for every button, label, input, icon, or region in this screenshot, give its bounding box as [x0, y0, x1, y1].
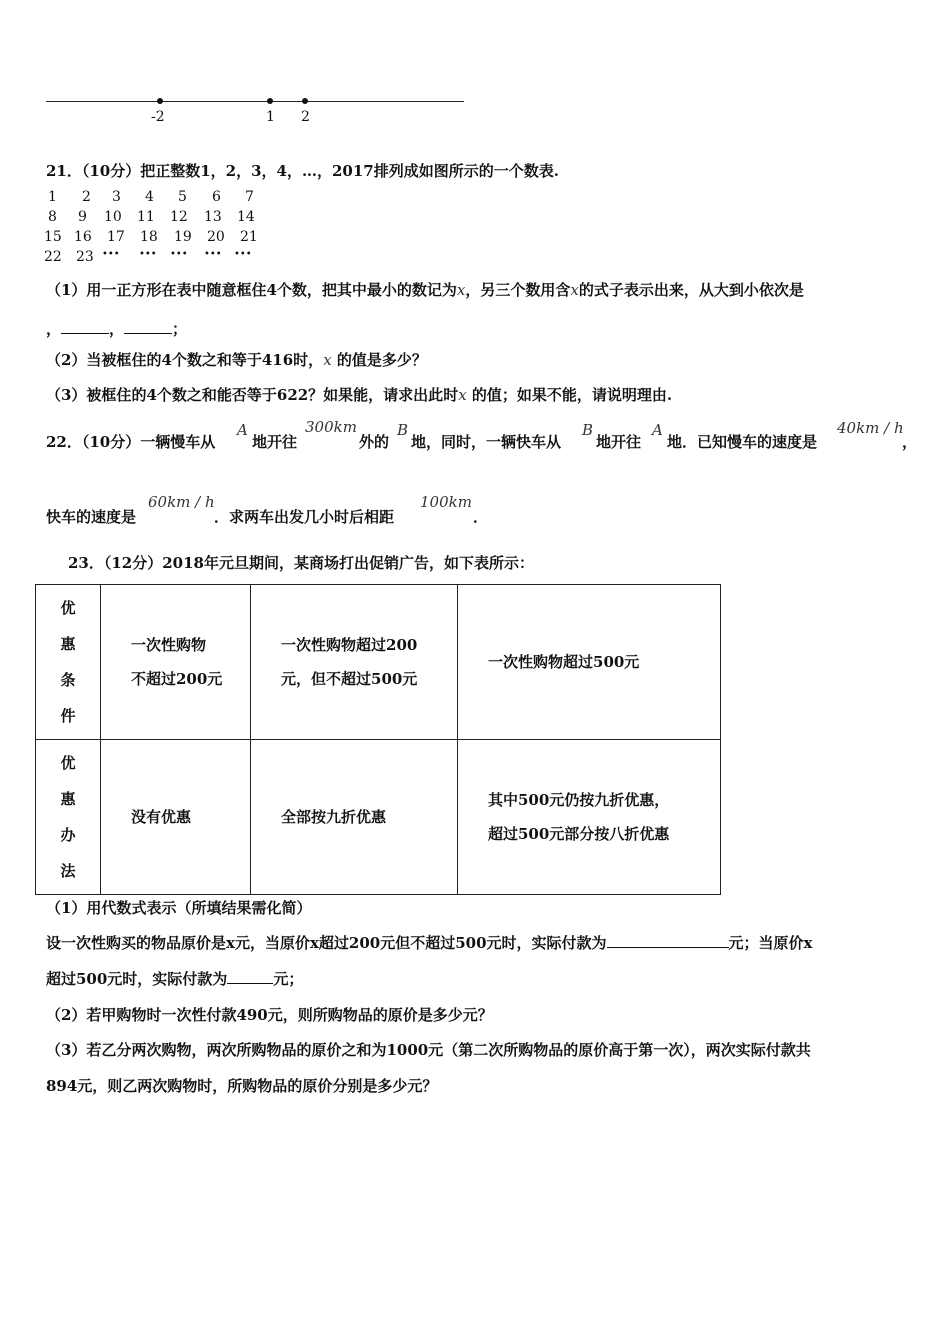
- number-cell: 23: [76, 249, 94, 265]
- label-char: 件: [60, 707, 76, 725]
- q22-text: 22．（10分）一辆慢车从: [46, 433, 216, 451]
- q21-part1-blanks: [46, 319, 187, 339]
- number-cell: 8: [48, 209, 57, 225]
- number-cell: 6: [212, 189, 221, 205]
- point-A: A: [652, 421, 663, 439]
- q21-part1-text: 的式子表示出来，从大到小依次是: [578, 281, 804, 299]
- cell-line: 不超过200元: [131, 670, 223, 688]
- variable-x: x: [570, 281, 579, 299]
- cell-line: 一次性购物超过500元: [488, 653, 640, 671]
- answer-blank[interactable]: [61, 319, 109, 334]
- q22-line1: [46, 432, 215, 452]
- row-label-methods: [36, 740, 101, 895]
- number-line-axis: [46, 101, 464, 102]
- number-cell: •••: [139, 249, 157, 260]
- table-row: [36, 740, 721, 895]
- q22-text: ，: [902, 433, 918, 451]
- q23-part1-line: [46, 933, 812, 953]
- speed-fast: 60km / h: [148, 493, 215, 511]
- number-cell: 2: [82, 189, 91, 205]
- number-cell: 4: [145, 189, 154, 205]
- label-char: 法: [60, 862, 76, 880]
- speed-slow: 40km / h: [837, 419, 904, 437]
- point-A: A: [237, 421, 248, 439]
- q21-stem: 21．（10分）把正整数1，2，3，4，…，2017排列成如图所示的一个数表.: [46, 162, 559, 180]
- number-cell: 18: [140, 229, 158, 245]
- q21-part2-text: （2）当被框住的4个数之和等于416时，: [46, 351, 324, 369]
- number-line-point: [302, 98, 308, 104]
- q21-part1-text: （1）用一正方形在表中随意框住4个数，把其中最小的数记为: [46, 281, 457, 299]
- table-cell: [251, 740, 458, 895]
- number-cell: 15: [44, 229, 62, 245]
- number-cell: •••: [204, 249, 222, 260]
- promotion-table: [35, 584, 721, 895]
- label-char: 条: [60, 671, 76, 689]
- q21-part3-text: （3）被框住的4个数之和能否等于622？如果能，请求出此时: [46, 386, 459, 404]
- q22-text: 地开往: [596, 433, 642, 451]
- number-line-label: 2: [301, 109, 310, 125]
- number-cell: •••: [102, 249, 120, 260]
- q21-blank-sep: ，: [46, 320, 62, 338]
- number-cell: 21: [240, 229, 258, 245]
- answer-blank[interactable]: [124, 319, 172, 334]
- q21-blank-sep: ，: [109, 320, 125, 338]
- number-cell: 9: [78, 209, 87, 225]
- number-table: [44, 189, 274, 269]
- table-cell: [251, 585, 458, 740]
- q23-part3-line2: 894元，则乙两次购物时，所购物品的原价分别是多少元？: [46, 1077, 438, 1095]
- number-line-point: [157, 98, 163, 104]
- label-char: 惠: [60, 635, 76, 653]
- number-cell: 11: [137, 209, 155, 225]
- label-char: 惠: [60, 790, 76, 808]
- cell-line: 超过500元部分按八折优惠: [488, 825, 670, 843]
- number-cell: 10: [104, 209, 122, 225]
- q22-text: ．: [473, 508, 489, 526]
- row-label-conditions: [36, 585, 101, 740]
- cell-line: 没有优惠: [131, 808, 192, 826]
- number-table-row: [44, 209, 274, 229]
- q23-text: 元；当原价x: [728, 934, 813, 952]
- number-cell: 1: [48, 189, 57, 205]
- distance-100km: 100km: [420, 493, 472, 511]
- label-char: 办: [60, 826, 76, 844]
- point-B: B: [397, 421, 409, 439]
- q21-part1: [46, 280, 804, 300]
- q22-text: 快车的速度是: [46, 508, 137, 526]
- number-cell: 3: [112, 189, 121, 205]
- table-cell: [101, 740, 251, 895]
- q22-text: 地，同时，一辆快车从: [411, 433, 562, 451]
- number-cell: 7: [245, 189, 254, 205]
- q22-text: 外的: [359, 433, 390, 451]
- number-cell: •••: [170, 249, 188, 260]
- number-cell: 5: [178, 189, 187, 205]
- number-table-row: [44, 249, 274, 269]
- answer-blank[interactable]: [607, 933, 729, 948]
- number-line-label: -2: [151, 109, 165, 125]
- q23-part2: （2）若甲购物时一次性付款490元，则所购物品的原价是多少元？: [46, 1006, 493, 1024]
- q22-text: 地．已知慢车的速度是: [667, 433, 818, 451]
- q21-blank-sep: ；: [172, 320, 188, 338]
- variable-x: x: [458, 386, 467, 404]
- label-char: 优: [60, 754, 76, 772]
- number-cell: 17: [107, 229, 125, 245]
- number-cell: 22: [44, 249, 62, 265]
- number-cell: 20: [207, 229, 225, 245]
- label-char: 优: [60, 599, 76, 617]
- table-cell: [458, 585, 721, 740]
- number-cell: 13: [204, 209, 222, 225]
- q21-part3: [46, 385, 672, 405]
- q23-text: 超过500元时，实际付款为: [46, 970, 228, 988]
- number-line-label: 1: [266, 109, 275, 125]
- cell-line: 其中500元仍按九折优惠，: [488, 791, 670, 809]
- number-table-row: [44, 189, 274, 209]
- cell-line: 元，但不超过500元: [281, 670, 418, 688]
- variable-x: x: [323, 351, 332, 369]
- q21-part2: [46, 350, 427, 370]
- table-cell: [458, 740, 721, 895]
- q23-stem: 23．（12分）2018年元旦期间，某商场打出促销广告，如下表所示：: [68, 554, 534, 572]
- table-row: [36, 585, 721, 740]
- q21-part2-text: 的值是多少？: [331, 351, 427, 369]
- q23-text: 设一次性购买的物品原价是x元，当原价x超过200元但不超过500元时，实际付款为: [46, 934, 607, 952]
- number-cell: 14: [237, 209, 255, 225]
- number-cell: 19: [174, 229, 192, 245]
- number-cell: •••: [234, 249, 252, 260]
- number-table-row: [44, 229, 274, 249]
- number-line-point: [267, 98, 273, 104]
- q23-text: 元；: [273, 970, 304, 988]
- q23-part1: （1）用代数式表示（所填结果需化简）: [46, 899, 312, 917]
- cell-line: 一次性购物超过200: [281, 636, 418, 654]
- number-cell: 16: [74, 229, 92, 245]
- q23-part1-line2: [46, 969, 303, 989]
- variable-x: x: [456, 281, 466, 299]
- distance-300km: 300km: [305, 418, 357, 436]
- cell-line: 全部按九折优惠: [281, 808, 387, 826]
- q22-text: ．求两车出发几小时后相距: [214, 508, 395, 526]
- q21-part3-text: 的值；如果不能，请说明理由.: [466, 386, 673, 404]
- number-cell: 12: [170, 209, 188, 225]
- table-cell: [101, 585, 251, 740]
- cell-line: 一次性购物: [131, 636, 207, 654]
- q22-text: 地开往: [252, 433, 298, 451]
- q21-part1-text: ，另三个数用含: [465, 281, 571, 299]
- q23-part3-line1: （3）若乙分两次购物，两次所购物品的原价之和为1000元（第二次所购物品的原价高于第一次），两次实际付款共: [46, 1041, 811, 1059]
- point-B: B: [582, 421, 594, 439]
- answer-blank[interactable]: [227, 969, 273, 984]
